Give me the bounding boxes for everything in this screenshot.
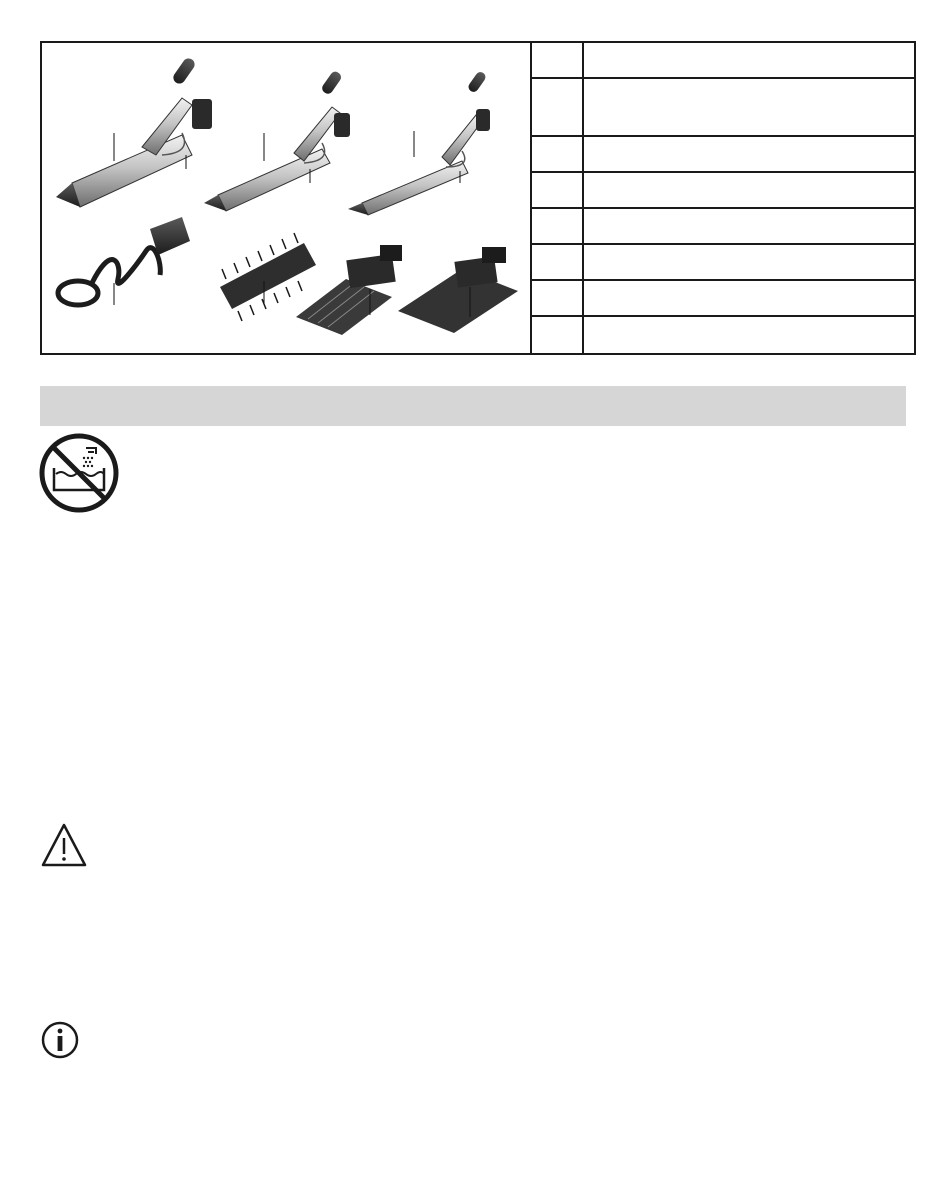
straightening-plate-attachment	[398, 247, 518, 333]
curling-iron-small	[348, 70, 490, 215]
legend-number	[532, 317, 584, 353]
legend-number	[532, 137, 584, 171]
legend-row	[532, 135, 914, 171]
legend-number	[532, 79, 584, 135]
section-heading-bar	[40, 386, 906, 426]
legend-row	[532, 171, 914, 207]
parts-legend-table	[532, 43, 914, 353]
product-illustration	[42, 43, 530, 353]
information-icon	[40, 1020, 80, 1060]
parts-overview	[40, 41, 916, 355]
warning-triangle-icon	[40, 822, 88, 868]
legend-row	[532, 315, 914, 353]
legend-number	[532, 281, 584, 315]
no-water-immersion-icon	[38, 432, 120, 514]
legend-number	[532, 43, 584, 77]
curling-iron-medium	[204, 70, 350, 211]
legend-row	[532, 43, 914, 77]
legend-row	[532, 243, 914, 279]
legend-row	[532, 279, 914, 315]
legend-number	[532, 209, 584, 243]
round-brush-attachment	[220, 233, 316, 321]
legend-number	[532, 245, 584, 279]
spiral-attachment	[58, 217, 190, 305]
curling-iron-large	[56, 56, 212, 207]
legend-row	[532, 207, 914, 243]
legend-number	[532, 173, 584, 207]
legend-row	[532, 77, 914, 135]
